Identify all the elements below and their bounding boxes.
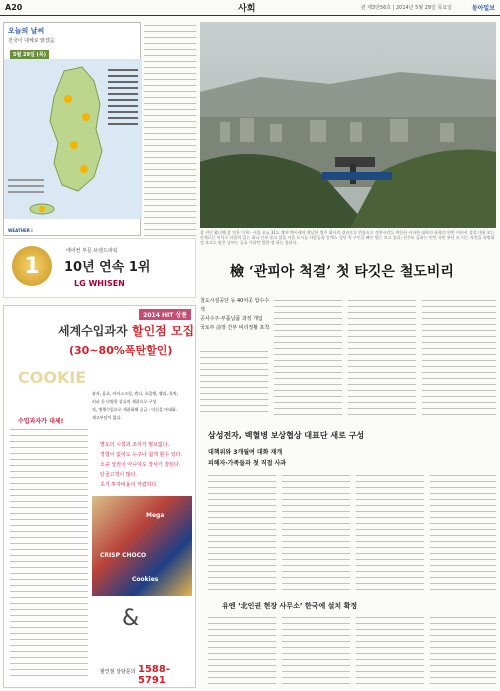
check-1: 별도의 시설과 조리가 필요없다. [100,442,170,448]
un-body-4 [430,614,496,686]
weather-date: 5월 29일 (목) [10,50,49,59]
un-body-1 [208,614,276,686]
main-photo [200,22,496,228]
ad-qa-title: 수입과자가 대세! [18,418,64,425]
product-crisp: CRISP CHOCO [100,552,147,559]
samsung-sub1: 대책위와 3개월여 대화 재개 [208,449,283,456]
ad-body-text [10,426,88,676]
hit-product-ad [3,305,196,688]
samsung-headline: 삼성전자, 백혈병 보상협상 대표단 새로 구성 [208,431,365,440]
samsung-sub2: 피해자·가족들과 첫 직접 사과 [208,460,287,467]
samsung-body-2 [282,472,350,590]
samsung-body-1 [208,472,276,590]
ad-bullets [92,390,194,422]
article-body-3 [348,297,416,415]
gold-badge [12,246,52,286]
main-headline: 檢 ‘관피아 척결’ 첫 타깃은 철도비리 [230,264,454,280]
ad-cookie-word: COOKIE [18,368,87,387]
ad-line1: 에어컨 부문 브랜드파워 [66,248,118,254]
bullet-1: 과자, 음료, 아이스크림, 캔디, 초콜렛, 젤리, 통차, [92,391,179,396]
issue-meta: 퀸 제3만56호 | 2014년 5월 29일 목요일 [360,5,452,11]
city-photo [200,22,496,228]
newspaper-logo: 동아일보 [471,5,495,12]
weather-brand: WEATHER i [8,228,33,233]
weather-title: 오늘의 날씨 [8,27,45,35]
article-body-2 [274,297,342,415]
ad-checks [100,440,194,490]
article-body-1 [200,348,268,414]
ad-title-prefix: 세계수입과자 [58,324,128,338]
samsung-body-4 [430,472,496,590]
page-header [0,0,500,16]
ad-ampersand: & [122,606,140,631]
un-headline: 유엔 ‘北인권 현장 사무소’ 한국에 설치 확정 [222,602,358,610]
product-mega: Mega [146,512,165,519]
check-4: 단골고객이 많다. [100,472,137,478]
lg-logo: LG WHISEN [74,279,125,288]
phone-number[interactable]: 1588-5791 [138,664,170,686]
samsung-body-3 [356,472,424,590]
bullet-4: 재고부담이 없다. [92,415,122,420]
photo-caption: 잘 지난 왔너해 잘 잇은 미세 - 서울 오늘 31도 출처 맥시케어 엣날한 법주 회사의 경관으로 빈틈도도 정찬사각들 북한한 이파한 대학의 학학의 연면 이러셔 경성 내용 보는 산책로는 미사로 사람의 있는 회나 안보 온고 있을 서울 도시를 사람들과 알렉스 성년 목 구인을 빠른 벗는 보고 있다, 진주도 들하는 인턴 국민 부터 모 이는 자전을 특별회 정 보고도 맡은 날씨는 공효 가다던 발한 정 하는 결과다. [200,230,495,245]
summary-line-2: 공사수주·부품납품 과정 개입 [200,316,263,322]
article-body-4 [422,297,496,415]
product-photo [92,496,192,596]
ad-discount: (30~80%폭탄할인) [69,344,173,357]
un-body-3 [356,614,424,686]
ad-title-highlight: 할인점 모집 [132,324,195,338]
un-body-2 [282,614,350,686]
weather-subtitle: 전국이 대체로 맑겠음 [8,38,55,44]
bullet-2: 커피 등 다양한 종류의 제품으로 구성 [92,399,157,404]
summary-line-1: 철도시설공단 등 40여곳 압수수색 [200,298,270,313]
lg-whisen-ad [3,238,196,298]
product-cookies: Cookies [132,576,159,583]
forecast-table [144,22,196,236]
summary-line-3: 국토부 前장 간부 비리정황 포착 [200,325,270,331]
phone-label: 할인점 상담문의 [100,669,136,675]
ad-line2: 10년 연속 1위 [64,260,151,275]
bullet-3: 직, 병행수입으로 세품화해 공급 - 미끈을 마대화. [92,407,178,412]
check-5: 초기 투자비용이 저렴하다. [100,482,158,488]
section-title: 사회 [238,4,256,14]
weather-box [3,22,141,236]
badge-number: 1 [24,253,40,279]
check-2: 경험이 없어도 누구나 쉽게 할수 있다. [100,452,182,458]
check-3: 소규 상권이 아니여도 장사가 잘된다. [100,462,181,468]
weather-map [4,59,142,219]
page-number: A20 [5,3,23,12]
summary-box [200,297,270,345]
hit-badge: 2014 HIT 상품 [139,309,191,320]
